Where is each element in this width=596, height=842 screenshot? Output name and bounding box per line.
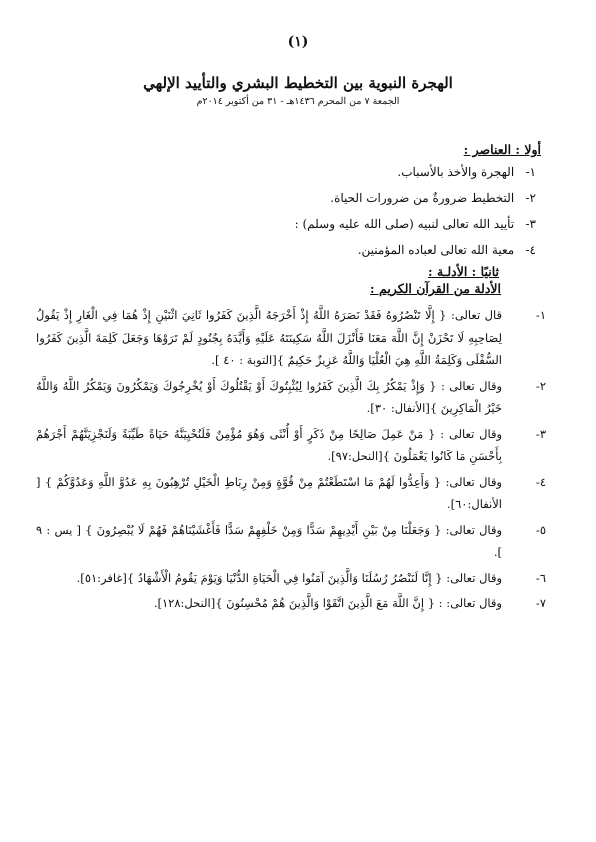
list-item [36,471,546,516]
item-text: معية الله تعالى لعباده المؤمنين. [357,243,515,257]
item-text: الهجرة والأخذ بالأسباب. [397,165,515,179]
item-number: ٢- [535,378,546,393]
list-item [36,519,546,564]
list-item [36,592,546,615]
item-number: ٦- [535,570,546,585]
item-number: ٥- [535,522,546,537]
item-number: ٧- [535,596,546,610]
item-number: ٣- [525,217,536,231]
item-number: ١- [535,308,546,322]
page-title: الهجرة النبوية بين التخطيط البشري والتأييد الإلهي [143,74,453,92]
list-item [36,567,546,590]
item-text: وقال تعالى: { إِنَّا لَنَنْصُرُ رُسُلَنَا وَالَّذِينَ آمَنُوا فِي الْحَيَاةِ الدُّنْيَا وَيَوْمَ يَقُومُ الْأَشْهَادُ }[غافر:٥١]. [76,570,502,585]
item-text: وقال تعالى : { وَإِذْ يَمْكُرُ بِكَ الَّذِينَ كَفَرُوا لِيُثْبِتُوكَ أَوْ يَقْتُلُوكَ أَوْ يُخْرِجُوكَ وَيَمْكُرُونَ وَيَمْكُرُ اللَّهُ وَاللَّهُ خَيْرُ الْمَاكِرِينَ }[الأنفال: ٣٠]. [36,378,502,415]
list-item [66,216,536,242]
list-item [66,190,536,216]
list-item [36,304,546,372]
list-item [36,423,546,468]
item-number: ٣- [535,426,546,441]
section-heading-elements: أولا : العناصر : [463,142,541,157]
item-text: وقال تعالى: { وَأَعِدُّوا لَهُمْ مَا اسْتَطَعْتُمْ مِنْ قُوَّةٍ وَمِنْ رِبَاطِ الْخَيْلِ تُرْهِبُونَ بِهِ عَدُوَّ اللَّهِ وَعَدُوَّكُمْ } [ الأنفال:٦٠]. [36,474,502,511]
item-text: قال تعالى: { إِلَّا تَنْصُرُوهُ فَقَدْ نَصَرَهُ اللَّهُ إِذْ أَخْرَجَهُ الَّذِينَ كَفَرُوا ثَانِيَ اثْنَيْنِ إِذْ هُمَا فِي الْغَارِ إِذْ يَقُولُ لِصَاحِبِهِ لَا تَحْزَنْ إِنَّ اللَّهَ مَعَنَا فَأَنْزَلَ اللَّهُ سَكِينَتَهُ عَلَيْهِ وَأَيَّدَهُ بِجُنُودٍ لَمْ تَرَوْهَا وَجَعَلَ كَلِمَةَ الَّذِينَ كَفَرُوا السُّفْلَى وَكَلِمَةُ اللَّهِ هِيَ الْعُلْيَا وَاللَّهُ عَزِيزٌ حَكِيمٌ }[التوبة : ٤٠ ]. [36,308,502,367]
page-number: (١) [287,34,309,50]
item-number: ٤- [535,474,546,489]
elements-list [66,164,536,268]
list-item [66,164,536,190]
item-text: تأييد الله تعالى لنبيه (صلى الله عليه وسلم) : [294,217,515,231]
item-text: التخطيط ضرورةٌ من ضرورات الحياة. [330,191,515,205]
item-number: ٤- [525,243,536,257]
section-heading-evidence: ثانيًا : الأدلـة : [428,264,499,279]
page-subtitle: الجمعة ٧ من المحرم ١٤٣٦هـ - ٣١ من أكتوبر ٢٠١٤م [196,96,400,107]
item-text: وقال تعالى: { وَجَعَلْنَا مِنْ بَيْنِ أَيْدِيهِمْ سَدًّا وَمِنْ خَلْفِهِمْ سَدًّا فَأَغْشَيْنَاهُمْ فَهُمْ لَا يُبْصِرُونَ } [ يس : ٩ ]. [36,522,502,559]
list-item [36,375,546,420]
item-number: ١- [525,165,536,179]
item-number: ٢- [525,191,536,205]
item-text: وقال تعالى: : { إِنَّ اللَّهَ مَعَ الَّذِينَ اتَّقَوْا وَالَّذِينَ هُمْ مُحْسِنُونَ }[النحل:١٢٨]. [153,596,502,610]
evidence-list [36,304,546,618]
item-text: وقال تعالى : { مَنْ عَمِلَ صَالِحًا مِنْ ذَكَرٍ أَوْ أُنْثَى وَهُوَ مُؤْمِنٌ فَلَنُحْيِيَنَّهُ حَيَاةً طَيِّبَةً وَلَنَجْزِيَنَّهُمْ أَجْرَهُمْ بِأَحْسَنِ مَا كَانُوا يَعْمَلُونَ }[النحل:٩٧]. [36,426,502,463]
subsection-heading-quran: الأدلة من القرآن الكريم : [370,281,501,296]
